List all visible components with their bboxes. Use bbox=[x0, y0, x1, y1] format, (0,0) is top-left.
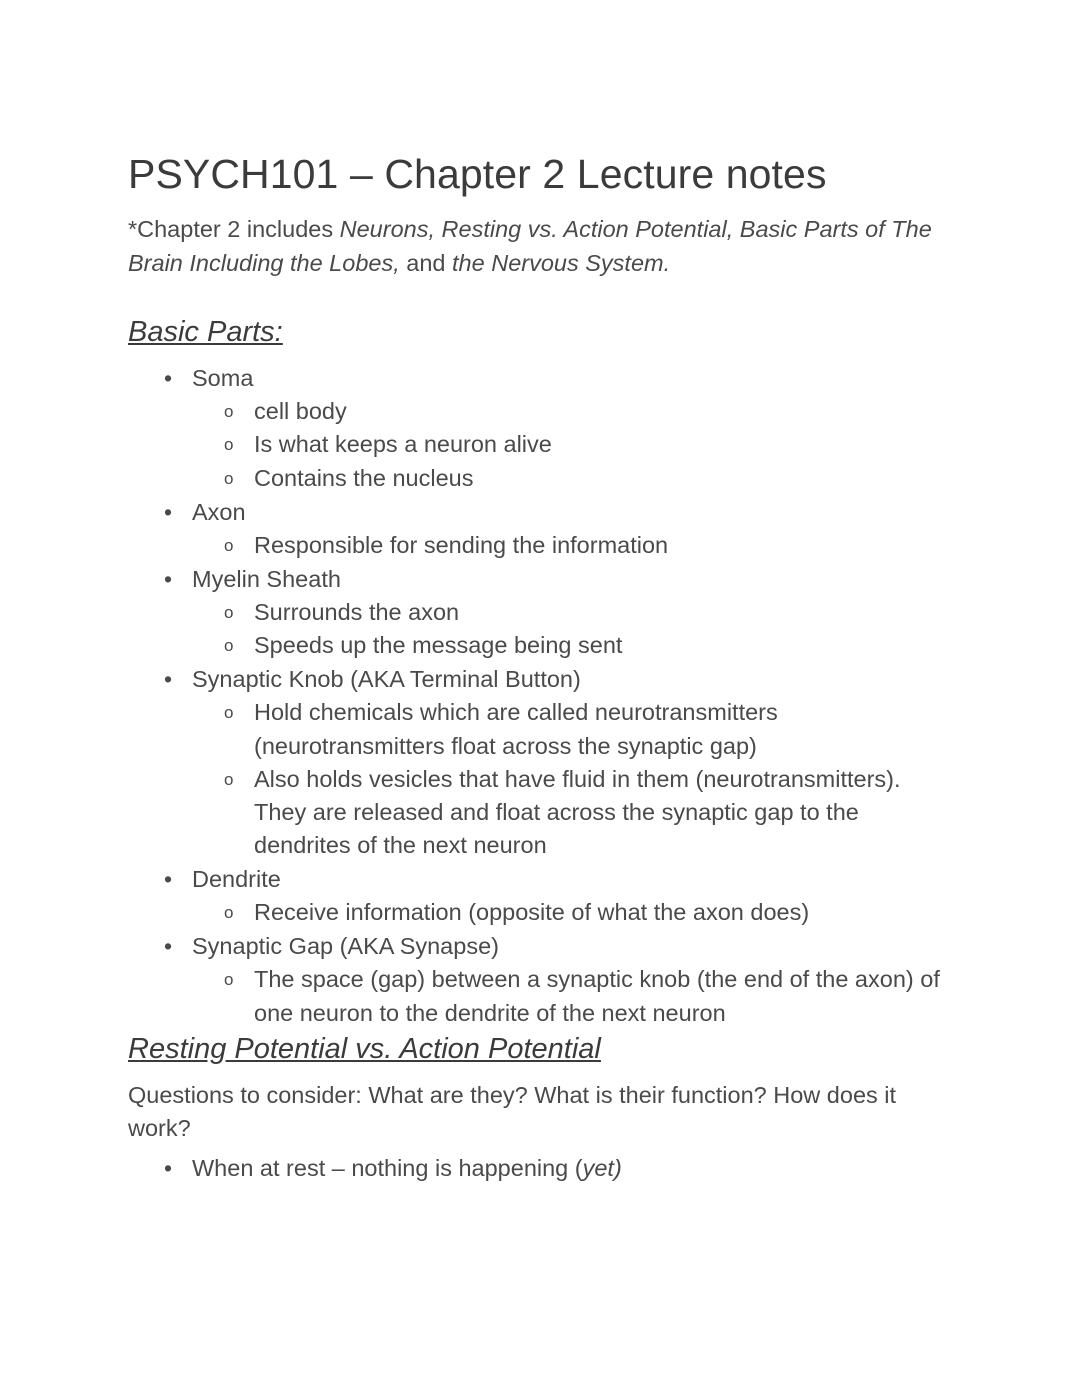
list-item-label: o Also holds vesicles that have fluid in them (neurotransmitters). They are released and float across the synaptic gap to the dendrites of the next neuron bbox=[254, 763, 952, 862]
sublist bbox=[192, 963, 952, 1029]
list-item bbox=[192, 963, 952, 1029]
page-title: PSYCH101 – Chapter 2 Lecture notes bbox=[128, 151, 827, 197]
list-item bbox=[128, 930, 952, 1029]
list-item bbox=[192, 896, 952, 929]
list-item-label bbox=[192, 1152, 952, 1185]
list-item-label: • Soma bbox=[192, 362, 952, 395]
intro-italic-2: the Nervous System. bbox=[452, 249, 671, 276]
list-item-label: o cell body bbox=[254, 395, 952, 428]
list-item bbox=[192, 596, 952, 629]
list-item-label: o Is what keeps a neuron alive bbox=[254, 428, 952, 461]
list-item-label: o Hold chemicals which are called neurotransmitters (neurotransmitters float across the synaptic gap) bbox=[254, 696, 952, 762]
section-heading-basic-parts bbox=[128, 314, 952, 350]
list-item-label: o Receive information (opposite of what the axon does) bbox=[254, 896, 952, 929]
list-item bbox=[128, 1152, 952, 1185]
sublist bbox=[192, 696, 952, 862]
list-item-text: When at rest – nothing is happening ( bbox=[192, 1154, 583, 1181]
list-item-label: o Contains the nucleus bbox=[254, 462, 952, 495]
intro-lead: *Chapter 2 includes bbox=[128, 216, 340, 243]
list-item-label: • Axon bbox=[192, 496, 952, 529]
sublist bbox=[192, 596, 952, 662]
sublist bbox=[192, 896, 952, 929]
list-item-emphasis: yet) bbox=[582, 1154, 622, 1181]
list-item-label: • Synaptic Knob (AKA Terminal Button) bbox=[192, 663, 952, 696]
list-item bbox=[128, 663, 952, 862]
list-item-label: o Surrounds the axon bbox=[254, 596, 952, 629]
sublist bbox=[192, 395, 952, 494]
list-item-label: • Dendrite bbox=[192, 863, 952, 896]
list-item-label: o Speeds up the message being sent bbox=[254, 629, 952, 662]
list-item bbox=[192, 696, 952, 762]
list-item bbox=[128, 496, 952, 562]
list-item bbox=[128, 362, 952, 495]
list-item-label: • Synaptic Gap (AKA Synapse) bbox=[192, 930, 952, 963]
basic-parts-list bbox=[128, 362, 952, 1030]
intro-italic-1: Neurons, Resting vs. Action Potential, Basic Parts of The Brain Including the Lobes, bbox=[128, 216, 932, 276]
list-item bbox=[192, 428, 952, 461]
list-item bbox=[192, 629, 952, 662]
list-item bbox=[192, 462, 952, 495]
section-heading-resting-action-potential-label: Resting Potential vs. Action Potential bbox=[128, 1032, 601, 1065]
section-heading-resting-action-potential bbox=[128, 1031, 952, 1067]
list-item bbox=[192, 395, 952, 428]
list-item bbox=[192, 763, 952, 862]
list-item-label: o Responsible for sending the information bbox=[254, 529, 952, 562]
list-item-label: o The space (gap) between a synaptic knob (the end of the axon) of one neuron to the dendrite of the next neuron bbox=[254, 963, 952, 1029]
section-heading-basic-parts-label: Basic Parts: bbox=[128, 315, 283, 348]
sublist bbox=[192, 529, 952, 562]
intro-paragraph bbox=[128, 213, 952, 280]
resting-potential-list bbox=[128, 1152, 952, 1185]
list-item bbox=[128, 863, 952, 929]
list-item bbox=[128, 563, 952, 662]
questions-paragraph: Questions to consider: What are they? What is their function? How does it work? bbox=[128, 1081, 897, 1142]
list-item-label: • Myelin Sheath bbox=[192, 563, 952, 596]
list-item bbox=[192, 529, 952, 562]
intro-mid: and bbox=[399, 249, 453, 276]
